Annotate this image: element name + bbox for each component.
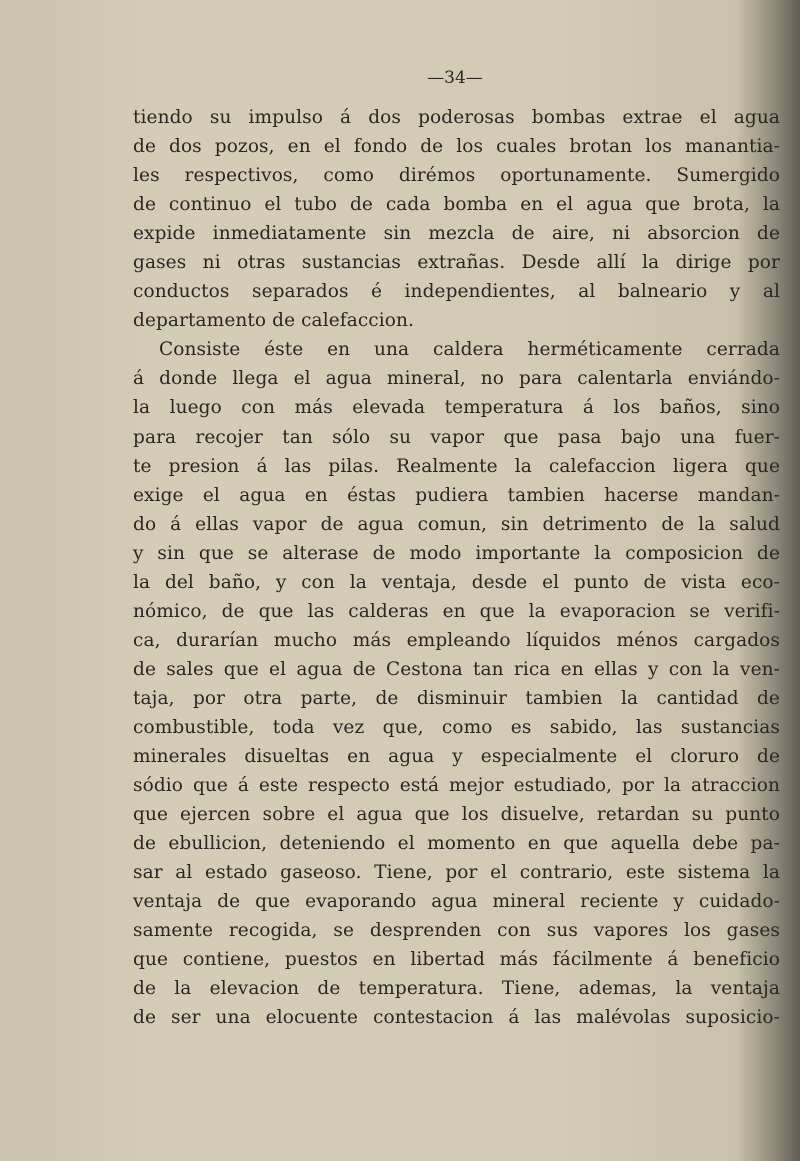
text-line-content: gases ni otras sustancias extrañas. Desde allí la dirige por: [133, 252, 780, 274]
text-line-content: de ebullicion, deteniendo el momento en que aquella debe pa-: [133, 833, 780, 855]
text-line: [133, 887, 780, 916]
text-line-content: combustible, toda vez que, como es sabido, las sustancias: [133, 716, 780, 738]
text-line-content: para recojer tan sólo su vapor que pasa bajo una fuer-: [133, 426, 780, 448]
text-line: [133, 423, 780, 452]
text-line-content: de sales que el agua de Cestona tan rica en ellas y con la ven-: [133, 658, 780, 680]
text-line: [133, 713, 780, 742]
text-line-content: nómico, de que las calderas en que la evaporacion se verifi-: [133, 600, 780, 622]
text-line: [133, 742, 780, 771]
text-line: [133, 219, 780, 248]
text-line: [133, 974, 780, 1003]
text-line: [133, 916, 780, 945]
text-line: [133, 684, 780, 713]
text-line-content: conductos separados é independientes, al balneario y al: [133, 281, 780, 303]
text-line-content: de dos pozos, en el fondo de los cuales brotan los manantia-: [133, 136, 780, 158]
text-line: [133, 539, 780, 568]
text-line-content: la luego con más elevada temperatura á los baños, sino: [133, 397, 780, 419]
text-line: [133, 103, 780, 132]
text-line-content: de la elevacion de temperatura. Tiene, ademas, la ventaja: [133, 978, 780, 1000]
text-line-content: samente recogida, se desprenden con sus vapores los gases: [133, 920, 780, 942]
text-line: [133, 452, 780, 481]
text-line: [133, 800, 780, 829]
text-line-content: ventaja de que evaporando agua mineral reciente y cuidado-: [133, 891, 780, 913]
text-line: [133, 393, 780, 422]
text-line-content: que contiene, puestos en libertad más fácilmente á beneficio: [133, 949, 780, 971]
text-line-content: departamento de calefaccion.: [133, 310, 415, 332]
text-line: [133, 481, 780, 510]
text-line: [133, 945, 780, 974]
text-line: [133, 829, 780, 858]
text-line: [133, 568, 780, 597]
text-line-content: ca, durarían mucho más empleando líquidos ménos cargados: [133, 629, 780, 651]
text-line-content: te presion á las pilas. Realmente la calefaccion ligera que: [133, 455, 780, 477]
text-line: [133, 132, 780, 161]
text-line: [133, 771, 780, 800]
text-line-content: de continuo el tubo de cada bomba en el agua que brota, la: [133, 194, 780, 216]
text-line-content: de ser una elocuente contestacion á las malévolas suposicio-: [133, 1007, 780, 1029]
text-line: [133, 655, 780, 684]
text-line-content: Consiste éste en una caldera herméticamente cerrada: [159, 339, 780, 361]
text-line: [133, 161, 780, 190]
text-line: [133, 248, 780, 277]
text-line-content: tiendo su impulso á dos poderosas bombas extrae el agua: [133, 107, 780, 128]
text-line-content: sódio que á este respecto está mejor estudiado, por la atraccion: [133, 775, 780, 797]
text-line-content: exige el agua en éstas pudiera tambien hacerse mandan-: [133, 484, 780, 506]
text-line: [133, 306, 780, 335]
text-line: [133, 335, 780, 364]
text-line-content: les respectivos, como dirémos oportunamente. Sumergido: [133, 165, 780, 187]
text-line-content: do á ellas vapor de agua comun, sin detrimento de la salud: [133, 513, 780, 535]
text-line-content: á donde llega el agua mineral, no para calentarla enviándo-: [133, 368, 780, 390]
text-line-content: minerales disueltas en agua y especialmente el cloruro de: [133, 746, 780, 768]
text-line-content: sar al estado gaseoso. Tiene, por el contrario, este sistema la: [133, 862, 780, 884]
text-line: [133, 510, 780, 539]
text-line: [133, 364, 780, 393]
text-line-content: y sin que se alterase de modo importante la composicion de: [133, 542, 780, 564]
text-line: [133, 858, 780, 887]
text-line-content: taja, por otra parte, de disminuir tambien la cantidad de: [133, 687, 780, 709]
body-text: [133, 103, 780, 1033]
text-line: [133, 1003, 780, 1032]
text-line: [133, 190, 780, 219]
text-line-content: expide inmediatamente sin mezcla de aire, ni absorcion de: [133, 223, 780, 245]
text-line-content: la del baño, y con la ventaja, desde el punto de vista eco-: [133, 571, 780, 593]
text-line: [133, 277, 780, 306]
text-line-content: que ejercen sobre el agua que los disuelve, retardan su punto: [133, 804, 780, 826]
text-line: [133, 626, 780, 655]
text-line: [133, 597, 780, 626]
page-number: —34—: [427, 68, 483, 88]
